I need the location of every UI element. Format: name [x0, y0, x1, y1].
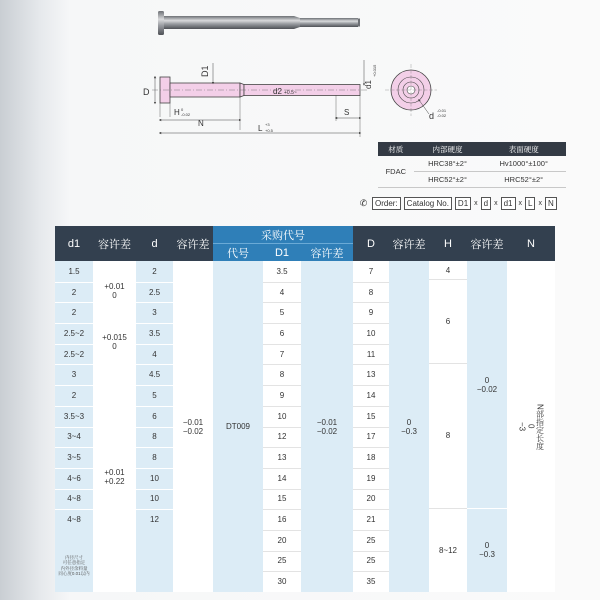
- row-divider: [136, 406, 173, 407]
- column-code: [213, 261, 263, 592]
- row-divider: [136, 447, 173, 448]
- row-divider: [263, 302, 301, 303]
- header-purchase: 采购代号: [213, 226, 353, 243]
- D1-cell: 7: [279, 349, 285, 359]
- row-divider: [55, 468, 93, 469]
- row-divider: [353, 447, 389, 448]
- d-cell: 6: [152, 411, 157, 421]
- row-divider: [136, 364, 173, 365]
- D1-cell: 14: [277, 473, 287, 483]
- row-divider: [55, 385, 93, 386]
- row-divider: [55, 427, 93, 428]
- row-divider: [353, 489, 389, 490]
- row-divider: [263, 282, 301, 283]
- row-divider: [353, 571, 389, 572]
- dim-tol-d-top: -0.01: [437, 108, 447, 113]
- header-d: d: [136, 226, 173, 261]
- row-divider: [136, 282, 173, 283]
- d1-cell: 2.5~2: [63, 328, 85, 338]
- row-divider: [136, 509, 173, 510]
- d1-cell: 2: [71, 287, 77, 297]
- d-cell: 4.5: [148, 370, 161, 380]
- H-value-2: 6: [445, 316, 451, 326]
- row-divider: [263, 344, 301, 345]
- order-field-D1: D1: [455, 197, 471, 210]
- row-divider: [55, 489, 93, 490]
- row-divider: [263, 447, 301, 448]
- row-divider: [136, 323, 173, 324]
- row-divider: [353, 323, 389, 324]
- d1-cell: 2: [71, 308, 77, 318]
- D-cell: 21: [366, 515, 376, 525]
- row-divider: [55, 302, 93, 303]
- material-header: 材质: [378, 142, 414, 156]
- D1-cell: 5: [279, 308, 285, 318]
- N-spec-text: N部指定长度 0 −3: [517, 403, 545, 450]
- row-divider: [55, 323, 93, 324]
- row-divider: [263, 468, 301, 469]
- dim-label-d2: d2: [273, 87, 282, 96]
- D-cell: 25: [366, 556, 376, 566]
- d1-tolerance-2: +0.015 0: [102, 332, 127, 351]
- dim-label-D1: D1: [200, 65, 210, 77]
- row-divider: [136, 468, 173, 469]
- row-divider: [263, 364, 301, 365]
- row-divider: [263, 530, 301, 531]
- D-cell: 9: [368, 308, 374, 318]
- d-cell: 3.5: [148, 328, 161, 338]
- D1-cell: 20: [277, 535, 287, 545]
- header-N: N: [507, 226, 555, 261]
- row-divider: [353, 427, 389, 428]
- column-D: [353, 261, 389, 592]
- material-value: FDAC: [378, 156, 414, 188]
- D-cell: 7: [368, 266, 374, 276]
- column-tol4: [389, 261, 429, 592]
- H-tolerance-1: 0 −0.02: [476, 375, 498, 394]
- header-H: H: [429, 226, 467, 261]
- material-table: [378, 142, 566, 188]
- d1-tolerance-3: +0.01 +0.22: [104, 468, 125, 486]
- surface-hardness-header: 表面硬度: [481, 142, 566, 156]
- dim-label-D: D: [143, 87, 150, 97]
- dim-tol-H-b: -0.02: [181, 112, 191, 117]
- row-divider: [55, 406, 93, 407]
- dim-tol-d2: +0.5~: [284, 90, 297, 96]
- D1-cell: 12: [277, 432, 287, 442]
- d-cell: 2.5: [148, 287, 161, 297]
- column-d1: [55, 261, 93, 592]
- d1-cell: 1.5: [68, 266, 80, 276]
- D-cell: 25: [366, 535, 376, 545]
- catalog-label: Catalog No.: [404, 197, 452, 210]
- d-cell: 10: [150, 494, 159, 504]
- H-value-3: 8: [445, 431, 451, 440]
- d1-tolerance-1: +0.01 0: [104, 282, 125, 300]
- D1-cell: 9: [279, 390, 285, 400]
- d-cell: 3: [152, 308, 157, 318]
- column-tol2: [173, 261, 213, 592]
- order-sep: x: [518, 199, 523, 207]
- end-view-drawing: [385, 64, 460, 128]
- D1-cell: 10: [277, 411, 287, 421]
- inner-hardness-value: HRC52°±2°: [414, 172, 482, 188]
- D1-cell: 30: [277, 577, 287, 587]
- row-divider: [353, 551, 389, 552]
- d-cell: 10: [150, 473, 159, 483]
- technical-drawing: [138, 55, 378, 140]
- row-divider: [353, 406, 389, 407]
- H-value-1: 4: [445, 265, 451, 275]
- D1-cell: 8: [279, 370, 285, 380]
- row-divider: [263, 406, 301, 407]
- d1-cell: 4~8: [67, 515, 81, 525]
- D-cell: 10: [366, 328, 376, 338]
- header-tol2: 容许差: [173, 226, 213, 261]
- d1-cell: 4~8: [67, 494, 81, 504]
- D1-cell: 4: [279, 287, 285, 297]
- row-divider: [136, 344, 173, 345]
- header-tol4: 容许差: [389, 226, 429, 261]
- row-divider: [353, 364, 389, 365]
- row-divider: [353, 282, 389, 283]
- dim-label-d: d: [429, 111, 435, 121]
- order-field-L: L: [525, 197, 535, 210]
- surface-hardness-value: HRC52°±2°: [481, 172, 566, 188]
- dim-tol-L-top: +3: [265, 122, 270, 127]
- dim-label-H: H: [174, 108, 180, 117]
- row-divider: [353, 468, 389, 469]
- column-tol5: [467, 261, 507, 592]
- D1-cell: 13: [277, 453, 287, 463]
- row-divider: [55, 447, 93, 448]
- d-cell: 5: [152, 390, 157, 400]
- row-divider: [263, 551, 301, 552]
- D-cell: 13: [366, 370, 376, 380]
- inner-diameter-note: 内径尺寸 可任意指定 内外径余料量 同心度0.01以内: [58, 554, 90, 576]
- row-divider: [263, 489, 301, 490]
- row-divider: [136, 385, 173, 386]
- header-tol3: 容许差: [301, 243, 353, 261]
- surface-hardness-value: Hv1000°±100°: [481, 156, 566, 172]
- row-divider: [55, 282, 93, 283]
- d-cell: 8: [152, 432, 157, 442]
- row-divider: [263, 385, 301, 386]
- d1-cell: 2: [71, 390, 77, 400]
- D-cell: 8: [368, 287, 374, 297]
- header-d1: d1: [55, 226, 93, 261]
- order-sep: x: [474, 199, 478, 207]
- row-divider: [353, 530, 389, 531]
- inner-hardness-header: 内部硬度: [414, 142, 482, 156]
- row-divider: [263, 427, 301, 428]
- row-divider: [263, 509, 301, 510]
- order-field-d1: d1: [501, 197, 516, 210]
- phone-icon: ✆: [359, 197, 368, 208]
- D-cell: 35: [366, 577, 376, 587]
- row-divider: [55, 364, 93, 365]
- d1-cell: 3~5: [67, 453, 81, 463]
- D-cell: 15: [366, 411, 376, 421]
- order-sep: x: [494, 199, 498, 207]
- dim-label-L: L: [258, 124, 263, 133]
- D-cell: 20: [366, 494, 376, 504]
- order-field-N: N: [545, 197, 557, 210]
- ejector-pin-photo: [150, 8, 370, 38]
- d1-cell: 3.5~3: [63, 411, 85, 421]
- column-N: [507, 261, 555, 592]
- d-cell: 12: [150, 515, 159, 525]
- row-divider: [55, 344, 93, 345]
- header-tol5: 容许差: [467, 226, 507, 261]
- row-divider: [55, 509, 93, 510]
- row-divider: [263, 571, 301, 572]
- row-divider: [136, 427, 173, 428]
- H-value-4: 8~12: [438, 545, 458, 555]
- row-divider: [353, 385, 389, 386]
- dim-label-d1: d1: [364, 80, 373, 89]
- d1-cell: 3: [71, 370, 77, 380]
- spec-table: [55, 226, 555, 592]
- H-tolerance-2: 0 −0.3: [479, 541, 495, 559]
- d1-cell: 2.5~2: [63, 349, 85, 359]
- row-divider: [263, 323, 301, 324]
- D-cell: 17: [366, 432, 376, 442]
- column-D1: [263, 261, 301, 592]
- row-divider: [353, 344, 389, 345]
- D1-cell: 25: [277, 556, 287, 566]
- row-divider: [136, 489, 173, 490]
- dim-tol-d1-top: +0.015: [372, 64, 377, 77]
- dim-tol-d-bottom: -0.02: [437, 113, 447, 118]
- row-divider: [353, 509, 389, 510]
- D1-cell: 16: [277, 515, 287, 525]
- D1-cell: 6: [279, 328, 285, 338]
- column-d: [136, 261, 173, 592]
- column-tol3: [301, 261, 353, 592]
- d-cell: 4: [152, 349, 157, 359]
- D-cell: 19: [366, 473, 376, 483]
- d-cell: 8: [152, 453, 157, 463]
- N-spec: [507, 261, 555, 592]
- column-tol1: [93, 261, 136, 592]
- column-H: [429, 261, 467, 592]
- d-cell: 2: [152, 266, 157, 276]
- D1-tolerance: −0.01 −0.02: [316, 417, 338, 436]
- row-divider: [136, 302, 173, 303]
- order-sep: x: [538, 199, 542, 207]
- D1-cell: 15: [277, 494, 287, 504]
- header-code: 代号: [213, 243, 263, 261]
- header-D: D: [353, 226, 389, 261]
- row-divider: [353, 302, 389, 303]
- d1-cell: 3~4: [67, 432, 81, 442]
- order-format: [358, 196, 557, 210]
- D-tolerance: 0 −0.3: [401, 417, 417, 436]
- d-tolerance: −0.01 −0.02: [182, 417, 204, 436]
- D-cell: 11: [366, 349, 376, 359]
- order-label: Order:: [372, 197, 401, 210]
- D1-cell: 3.5: [276, 266, 288, 276]
- dim-label-N: N: [198, 119, 204, 128]
- d1-cell: 4~6: [67, 473, 81, 483]
- D-cell: 14: [366, 390, 376, 400]
- dim-tol-L-bottom: +0.5: [265, 128, 273, 133]
- dim-tol-H: 0: [181, 107, 184, 112]
- header-D1: D1: [263, 243, 301, 261]
- dim-label-S: S: [344, 108, 350, 117]
- order-field-d: d: [481, 197, 491, 210]
- product-code: DT009: [225, 422, 250, 431]
- inner-hardness-value: HRC38°±2°: [414, 156, 482, 172]
- D-cell: 18: [366, 453, 376, 463]
- header-tol1: 容许差: [93, 226, 136, 261]
